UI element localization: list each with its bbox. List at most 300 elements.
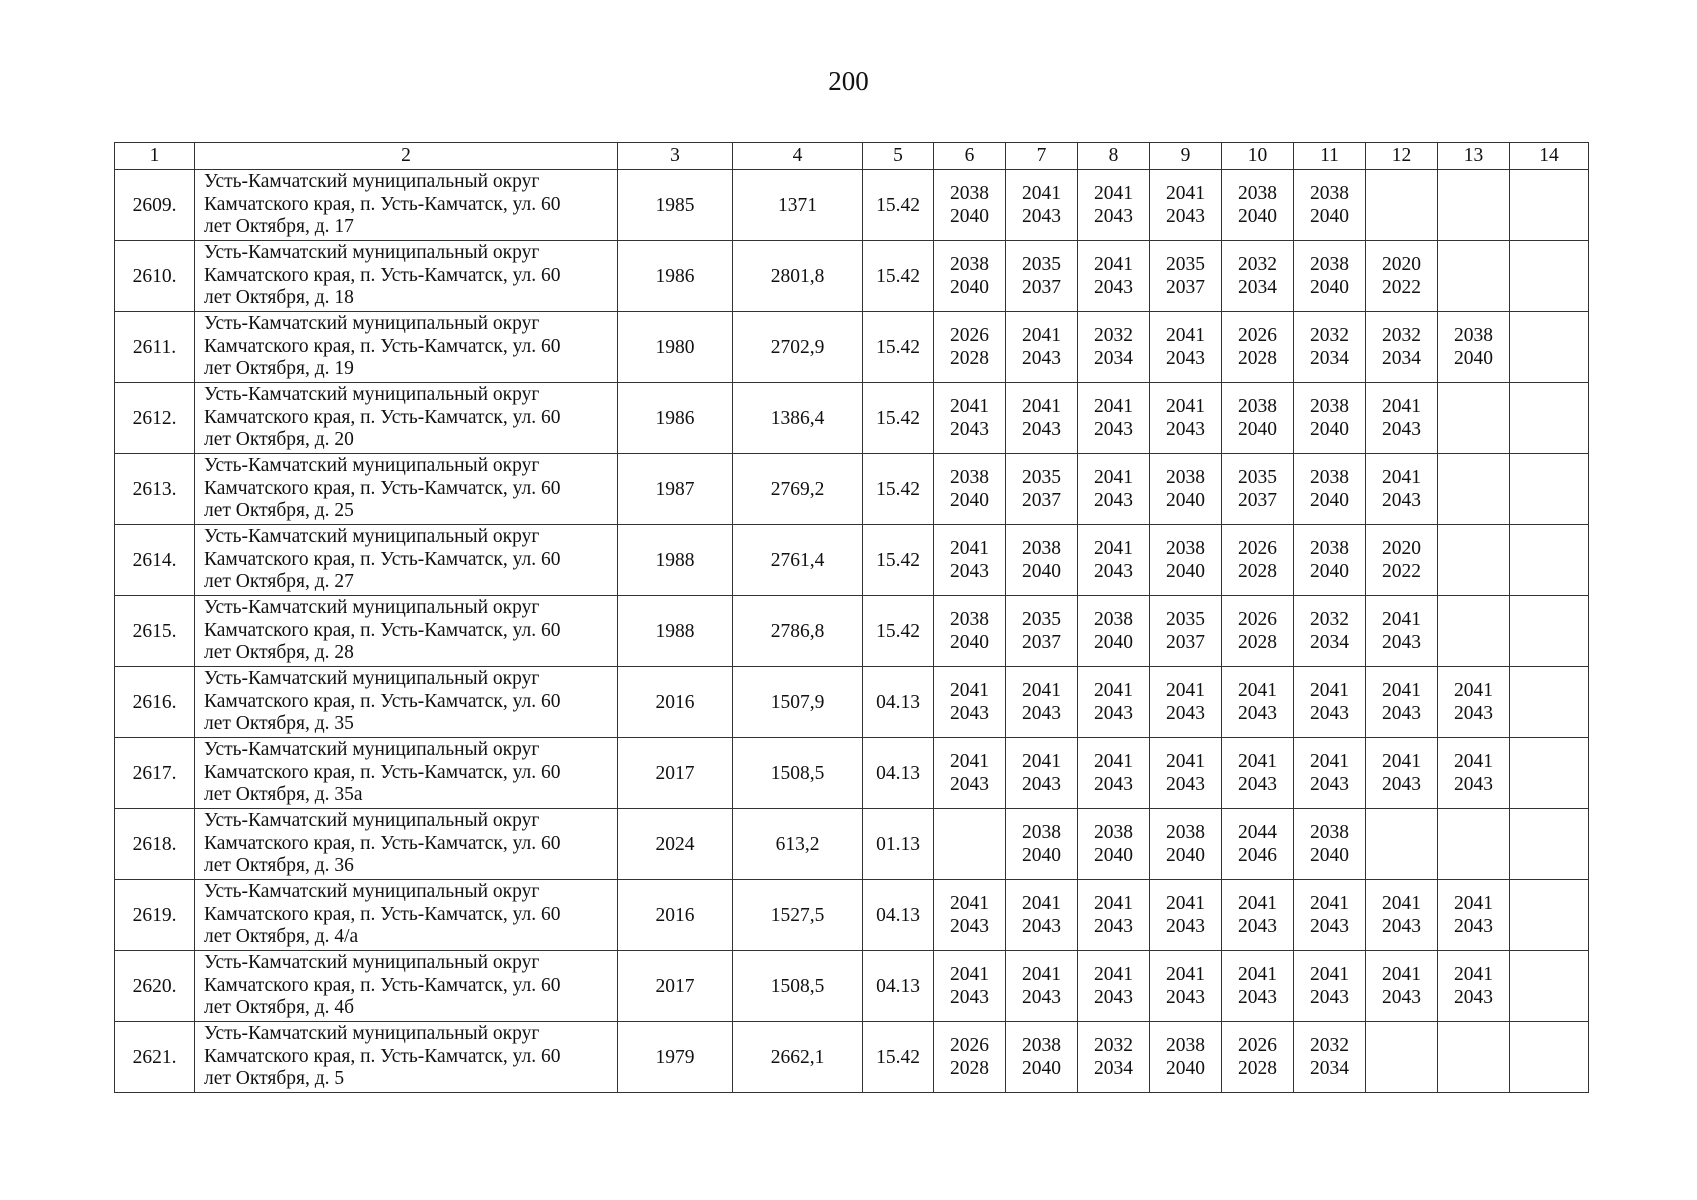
column-number-cell: 1 — [115, 143, 195, 170]
period-end-year: 2040 — [1310, 206, 1349, 227]
period-end-year: 2043 — [1094, 490, 1133, 511]
period-start-year: 2032 — [1238, 254, 1277, 275]
address-line: Камчатского края, п. Усть-Камчатск, ул. 60 — [204, 761, 561, 783]
period-cell — [1366, 170, 1438, 241]
period-start-year: 2038 — [1310, 396, 1349, 417]
period-end-year: 2046 — [1238, 845, 1277, 866]
period-start-year: 2041 — [1382, 396, 1421, 417]
code-cell: 15.42 — [863, 596, 934, 667]
period-end-year: 2043 — [1022, 916, 1061, 937]
construction-year-cell: 1979 — [618, 1022, 733, 1093]
address-cell — [195, 1022, 618, 1093]
period-cell — [1078, 525, 1150, 596]
period-cell — [1150, 738, 1222, 809]
period-end-year: 2043 — [1094, 277, 1133, 298]
period-start-year: 2041 — [1022, 964, 1061, 985]
period-start-year: 2041 — [1382, 751, 1421, 772]
period-end-year: 2043 — [1022, 987, 1061, 1008]
period-end-year: 2040 — [1310, 845, 1349, 866]
construction-year-cell: 1987 — [618, 454, 733, 525]
period-start-year: 2041 — [1310, 680, 1349, 701]
construction-year-cell: 2017 — [618, 738, 733, 809]
address-line: Усть-Камчатский муниципальный округ — [204, 313, 540, 335]
construction-year-cell: 1980 — [618, 312, 733, 383]
period-cell — [1222, 880, 1294, 951]
period-end-year: 2040 — [1310, 277, 1349, 298]
period-cell — [1222, 241, 1294, 312]
period-cell — [1366, 880, 1438, 951]
period-end-year: 2034 — [1382, 348, 1421, 369]
period-start-year: 2041 — [1166, 325, 1205, 346]
period-cell — [1222, 1022, 1294, 1093]
period-end-year: 2022 — [1382, 277, 1421, 298]
period-end-year: 2040 — [1310, 419, 1349, 440]
period-cell — [1438, 1022, 1510, 1093]
period-end-year: 2043 — [1166, 774, 1205, 795]
period-end-year: 2043 — [1310, 987, 1349, 1008]
period-end-year: 2040 — [1022, 561, 1061, 582]
period-cell — [1366, 525, 1438, 596]
period-start-year: 2032 — [1094, 325, 1133, 346]
construction-year-cell: 2017 — [618, 951, 733, 1022]
period-cell — [1366, 383, 1438, 454]
period-cell — [1510, 525, 1589, 596]
period-start-year: 2038 — [1310, 183, 1349, 204]
period-cell — [1510, 241, 1589, 312]
period-cell — [934, 951, 1006, 1022]
period-end-year: 2040 — [950, 490, 989, 511]
period-cell — [1510, 738, 1589, 809]
column-number-cell: 6 — [934, 143, 1006, 170]
address-line: лет Октября, д. 36 — [204, 855, 354, 877]
period-end-year: 2028 — [1238, 348, 1277, 369]
table-row — [115, 454, 1589, 525]
housing-register-table — [114, 142, 1589, 1093]
period-cell — [934, 880, 1006, 951]
period-start-year: 2035 — [1022, 254, 1061, 275]
address-line: Усть-Камчатский муниципальный округ — [204, 881, 540, 903]
period-cell — [1366, 738, 1438, 809]
period-cell — [1078, 596, 1150, 667]
period-cell — [1294, 525, 1366, 596]
period-end-year: 2040 — [1310, 561, 1349, 582]
period-cell — [1366, 1022, 1438, 1093]
table-row — [115, 312, 1589, 383]
address-cell — [195, 525, 618, 596]
area-cell: 2702,9 — [733, 312, 863, 383]
period-start-year: 2041 — [950, 964, 989, 985]
period-start-year: 2041 — [1454, 751, 1493, 772]
address-line: Камчатского края, п. Усть-Камчатск, ул. 60 — [204, 1045, 561, 1067]
period-end-year: 2043 — [950, 774, 989, 795]
period-end-year: 2043 — [1166, 348, 1205, 369]
period-cell — [1006, 170, 1078, 241]
area-cell: 2662,1 — [733, 1022, 863, 1093]
address-line: Усть-Камчатский муниципальный округ — [204, 952, 540, 974]
period-end-year: 2043 — [1166, 703, 1205, 724]
address-line: лет Октября, д. 35а — [204, 784, 363, 806]
column-number-cell: 14 — [1510, 143, 1589, 170]
period-cell — [1006, 667, 1078, 738]
period-cell — [1150, 525, 1222, 596]
period-cell — [1366, 951, 1438, 1022]
period-cell — [1510, 1022, 1589, 1093]
period-cell — [934, 383, 1006, 454]
period-start-year: 2038 — [1166, 1035, 1205, 1056]
period-cell — [1510, 667, 1589, 738]
address-line: Камчатского края, п. Усть-Камчатск, ул. 60 — [204, 548, 561, 570]
period-end-year: 2043 — [1310, 774, 1349, 795]
period-start-year: 2038 — [1310, 822, 1349, 843]
period-end-year: 2028 — [1238, 561, 1277, 582]
period-end-year: 2043 — [1454, 916, 1493, 937]
period-cell — [1150, 809, 1222, 880]
period-cell — [1006, 809, 1078, 880]
table-row — [115, 383, 1589, 454]
address-cell — [195, 738, 618, 809]
period-end-year: 2034 — [1310, 1058, 1349, 1079]
construction-year-cell: 1986 — [618, 383, 733, 454]
period-start-year: 2041 — [1094, 751, 1133, 772]
period-cell — [1222, 383, 1294, 454]
code-cell: 15.42 — [863, 170, 934, 241]
construction-year-cell: 1985 — [618, 170, 733, 241]
period-end-year: 2040 — [950, 632, 989, 653]
period-start-year: 2041 — [1094, 183, 1133, 204]
period-end-year: 2043 — [1238, 916, 1277, 937]
address-cell — [195, 241, 618, 312]
period-start-year: 2038 — [1094, 822, 1133, 843]
period-end-year: 2043 — [950, 561, 989, 582]
table-row — [115, 596, 1589, 667]
period-end-year: 2043 — [1382, 632, 1421, 653]
period-end-year: 2043 — [1022, 419, 1061, 440]
area-cell: 1371 — [733, 170, 863, 241]
construction-year-cell: 2016 — [618, 880, 733, 951]
period-start-year: 2041 — [1382, 964, 1421, 985]
address-line: Усть-Камчатский муниципальный округ — [204, 526, 540, 548]
period-cell — [1006, 525, 1078, 596]
period-start-year: 2041 — [1310, 893, 1349, 914]
period-end-year: 2043 — [1382, 419, 1421, 440]
address-line: Усть-Камчатский муниципальный округ — [204, 597, 540, 619]
period-end-year: 2043 — [1166, 419, 1205, 440]
period-cell — [1438, 525, 1510, 596]
period-start-year: 2041 — [950, 538, 989, 559]
period-start-year: 2041 — [1022, 325, 1061, 346]
period-cell — [1150, 312, 1222, 383]
period-cell — [1438, 738, 1510, 809]
code-cell: 01.13 — [863, 809, 934, 880]
period-cell — [1078, 880, 1150, 951]
page-number: 200 — [828, 66, 869, 96]
row-number-cell: 2610. — [115, 241, 195, 312]
period-start-year: 2041 — [1094, 893, 1133, 914]
period-end-year: 2022 — [1382, 561, 1421, 582]
period-start-year: 2038 — [1094, 609, 1133, 630]
period-end-year: 2040 — [1094, 845, 1133, 866]
period-start-year: 2041 — [1382, 609, 1421, 630]
period-start-year: 2038 — [1022, 1035, 1061, 1056]
address-cell — [195, 596, 618, 667]
period-cell — [934, 312, 1006, 383]
period-start-year: 2041 — [1094, 467, 1133, 488]
address-line: Камчатского края, п. Усть-Камчатск, ул. 60 — [204, 974, 561, 996]
address-line: Усть-Камчатский муниципальный округ — [204, 171, 540, 193]
period-end-year: 2043 — [950, 703, 989, 724]
period-start-year: 2041 — [1454, 893, 1493, 914]
period-start-year: 2044 — [1238, 822, 1277, 843]
period-cell — [1222, 951, 1294, 1022]
column-number-cell: 4 — [733, 143, 863, 170]
period-cell — [1150, 667, 1222, 738]
period-cell — [1510, 880, 1589, 951]
period-end-year: 2040 — [1022, 1058, 1061, 1079]
period-cell — [1438, 809, 1510, 880]
address-line: Усть-Камчатский муниципальный округ — [204, 455, 540, 477]
address-line: лет Октября, д. 19 — [204, 358, 354, 380]
period-start-year: 2041 — [1310, 964, 1349, 985]
period-cell — [1294, 596, 1366, 667]
address-cell — [195, 312, 618, 383]
period-cell — [1078, 170, 1150, 241]
period-cell — [1222, 454, 1294, 525]
period-cell — [1006, 1022, 1078, 1093]
period-end-year: 2043 — [1094, 206, 1133, 227]
period-end-year: 2043 — [1094, 703, 1133, 724]
period-start-year: 2041 — [950, 893, 989, 914]
period-start-year: 2041 — [1166, 183, 1205, 204]
period-end-year: 2037 — [1022, 632, 1061, 653]
period-cell — [934, 667, 1006, 738]
area-cell: 1508,5 — [733, 951, 863, 1022]
period-start-year: 2026 — [1238, 1035, 1277, 1056]
period-cell — [1294, 454, 1366, 525]
row-number-cell: 2619. — [115, 880, 195, 951]
column-number-cell: 9 — [1150, 143, 1222, 170]
period-start-year: 2041 — [1238, 964, 1277, 985]
period-start-year: 2041 — [1094, 964, 1133, 985]
period-cell — [1006, 454, 1078, 525]
period-start-year: 2041 — [1166, 964, 1205, 985]
period-start-year: 2041 — [1166, 396, 1205, 417]
period-cell — [934, 738, 1006, 809]
period-start-year: 2020 — [1382, 254, 1421, 275]
period-end-year: 2040 — [1454, 348, 1493, 369]
period-start-year: 2041 — [950, 396, 989, 417]
period-cell — [1438, 170, 1510, 241]
period-start-year: 2038 — [1166, 822, 1205, 843]
period-end-year: 2037 — [1166, 277, 1205, 298]
address-line: лет Октября, д. 4/а — [204, 926, 359, 948]
column-number-cell: 5 — [863, 143, 934, 170]
period-cell — [1222, 312, 1294, 383]
period-start-year: 2032 — [1310, 609, 1349, 630]
code-cell: 04.13 — [863, 738, 934, 809]
address-line: Усть-Камчатский муниципальный округ — [204, 668, 540, 690]
period-cell — [1366, 667, 1438, 738]
period-end-year: 2040 — [1166, 490, 1205, 511]
table-row — [115, 738, 1589, 809]
period-start-year: 2038 — [950, 467, 989, 488]
period-start-year: 2026 — [1238, 538, 1277, 559]
address-line: Камчатского края, п. Усть-Камчатск, ул. 60 — [204, 477, 561, 499]
period-start-year: 2041 — [1382, 680, 1421, 701]
period-cell — [1510, 454, 1589, 525]
period-start-year: 2038 — [950, 183, 989, 204]
period-cell — [1150, 596, 1222, 667]
table-row — [115, 1022, 1589, 1093]
row-number-cell: 2616. — [115, 667, 195, 738]
period-cell — [1222, 525, 1294, 596]
period-cell — [934, 454, 1006, 525]
period-start-year: 2032 — [1310, 1035, 1349, 1056]
table-row — [115, 170, 1589, 241]
table-row — [115, 525, 1589, 596]
period-end-year: 2034 — [1310, 632, 1349, 653]
period-start-year: 2038 — [1022, 538, 1061, 559]
address-line: Камчатского края, п. Усть-Камчатск, ул. 60 — [204, 832, 561, 854]
code-cell: 15.42 — [863, 525, 934, 596]
period-cell — [1150, 170, 1222, 241]
period-cell — [1294, 809, 1366, 880]
code-cell: 15.42 — [863, 1022, 934, 1093]
period-start-year: 2038 — [1022, 822, 1061, 843]
period-start-year: 2041 — [950, 680, 989, 701]
period-end-year: 2040 — [1166, 561, 1205, 582]
period-cell — [934, 170, 1006, 241]
period-cell — [1078, 951, 1150, 1022]
period-start-year: 2041 — [1454, 964, 1493, 985]
address-line: лет Октября, д. 17 — [204, 216, 354, 238]
construction-year-cell: 1988 — [618, 525, 733, 596]
row-number-cell: 2609. — [115, 170, 195, 241]
row-number-cell: 2621. — [115, 1022, 195, 1093]
period-start-year: 2026 — [1238, 325, 1277, 346]
period-cell — [934, 241, 1006, 312]
period-cell — [1078, 312, 1150, 383]
table-row — [115, 667, 1589, 738]
address-cell — [195, 454, 618, 525]
period-start-year: 2041 — [1454, 680, 1493, 701]
period-start-year: 2041 — [1382, 467, 1421, 488]
period-start-year: 2035 — [1238, 467, 1277, 488]
period-cell — [1294, 383, 1366, 454]
period-cell — [1438, 454, 1510, 525]
period-end-year: 2037 — [1166, 632, 1205, 653]
period-cell — [934, 525, 1006, 596]
period-cell — [1294, 951, 1366, 1022]
table-row — [115, 951, 1589, 1022]
period-end-year: 2043 — [1238, 774, 1277, 795]
address-line: лет Октября, д. 4б — [204, 997, 355, 1019]
period-start-year: 2041 — [1166, 893, 1205, 914]
address-cell — [195, 880, 618, 951]
area-cell: 2761,4 — [733, 525, 863, 596]
period-end-year: 2043 — [1166, 987, 1205, 1008]
period-start-year: 2026 — [950, 325, 989, 346]
period-end-year: 2043 — [1454, 987, 1493, 1008]
period-end-year: 2040 — [1238, 419, 1277, 440]
address-line: Усть-Камчатский муниципальный округ — [204, 242, 540, 264]
period-start-year: 2038 — [950, 254, 989, 275]
period-end-year: 2043 — [1166, 206, 1205, 227]
period-end-year: 2040 — [1166, 1058, 1205, 1079]
period-cell — [934, 596, 1006, 667]
period-start-year: 2038 — [950, 609, 989, 630]
period-start-year: 2038 — [1310, 467, 1349, 488]
column-number-cell: 8 — [1078, 143, 1150, 170]
period-end-year: 2043 — [950, 419, 989, 440]
period-cell — [1510, 951, 1589, 1022]
period-cell — [1078, 667, 1150, 738]
period-end-year: 2028 — [1238, 632, 1277, 653]
area-cell: 1386,4 — [733, 383, 863, 454]
period-cell — [1078, 738, 1150, 809]
period-end-year: 2043 — [1238, 703, 1277, 724]
period-end-year: 2040 — [1166, 845, 1205, 866]
period-start-year: 2035 — [1022, 467, 1061, 488]
period-start-year: 2038 — [1238, 183, 1277, 204]
address-cell — [195, 667, 618, 738]
code-cell: 04.13 — [863, 951, 934, 1022]
period-end-year: 2040 — [1022, 845, 1061, 866]
period-cell — [1006, 312, 1078, 383]
address-line: Усть-Камчатский муниципальный округ — [204, 810, 540, 832]
code-cell: 15.42 — [863, 312, 934, 383]
address-cell — [195, 383, 618, 454]
address-cell — [195, 951, 618, 1022]
row-number-cell: 2620. — [115, 951, 195, 1022]
period-end-year: 2043 — [1238, 987, 1277, 1008]
construction-year-cell: 1988 — [618, 596, 733, 667]
address-line: Камчатского края, п. Усть-Камчатск, ул. 60 — [204, 406, 561, 428]
period-cell — [1150, 1022, 1222, 1093]
period-start-year: 2026 — [1238, 609, 1277, 630]
period-cell — [1294, 667, 1366, 738]
period-cell — [1150, 880, 1222, 951]
period-cell — [1006, 596, 1078, 667]
period-end-year: 2043 — [1022, 703, 1061, 724]
address-line: Камчатского края, п. Усть-Камчатск, ул. 60 — [204, 335, 561, 357]
area-cell: 2769,2 — [733, 454, 863, 525]
column-number-cell: 13 — [1438, 143, 1510, 170]
period-start-year: 2041 — [1022, 680, 1061, 701]
period-end-year: 2028 — [950, 1058, 989, 1079]
period-end-year: 2043 — [1382, 703, 1421, 724]
code-cell: 15.42 — [863, 454, 934, 525]
address-line: лет Октября, д. 28 — [204, 642, 354, 664]
table-row — [115, 880, 1589, 951]
period-cell — [934, 1022, 1006, 1093]
period-cell — [1366, 596, 1438, 667]
period-end-year: 2043 — [1454, 703, 1493, 724]
period-end-year: 2043 — [1094, 774, 1133, 795]
period-cell — [1078, 383, 1150, 454]
period-cell — [1078, 809, 1150, 880]
table-body — [115, 143, 1589, 1093]
address-line: Усть-Камчатский муниципальный округ — [204, 384, 540, 406]
period-end-year: 2043 — [1382, 916, 1421, 937]
period-start-year: 2038 — [1310, 254, 1349, 275]
code-cell: 15.42 — [863, 383, 934, 454]
period-cell — [1006, 951, 1078, 1022]
period-cell — [1438, 596, 1510, 667]
period-end-year: 2043 — [1382, 774, 1421, 795]
period-end-year: 2037 — [1238, 490, 1277, 511]
period-start-year: 2041 — [1238, 680, 1277, 701]
address-line: лет Октября, д. 25 — [204, 500, 354, 522]
